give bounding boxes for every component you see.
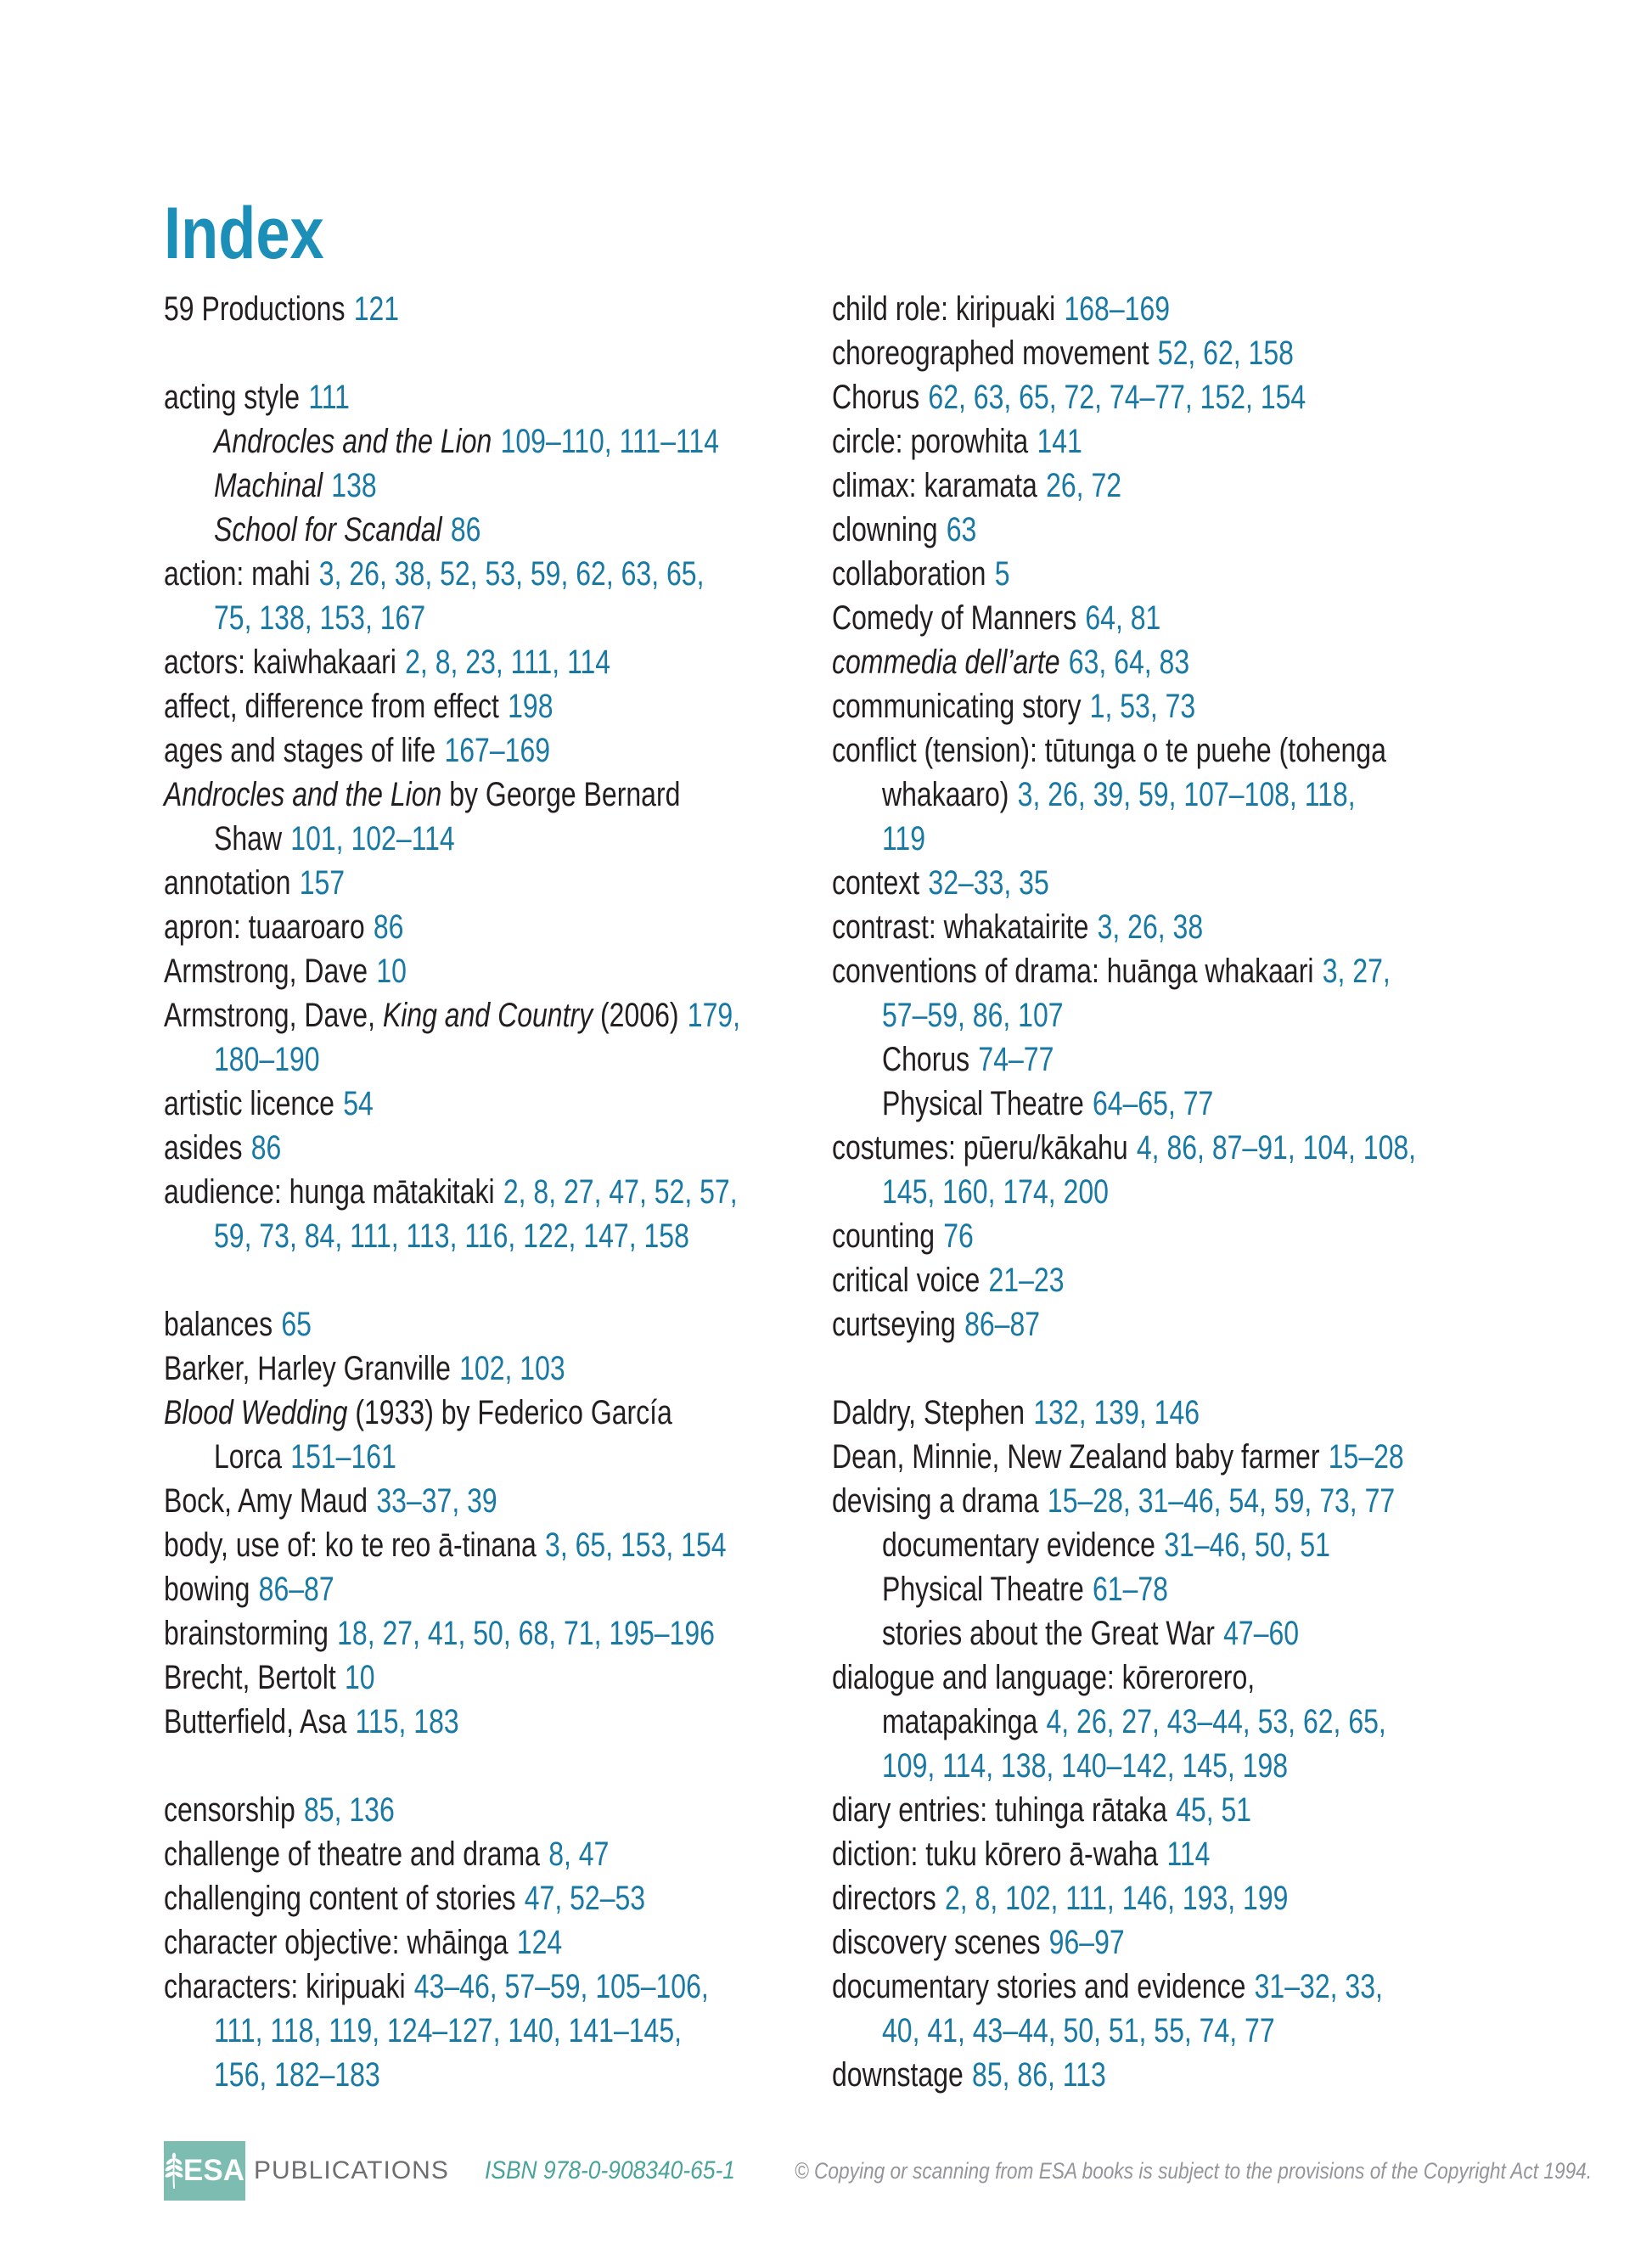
index-entry-line [164,728,832,773]
page-numbers: 61–78 [1092,1571,1168,1608]
index-term: characters: kiripuaki [164,1968,406,2005]
index-entry [832,1611,1607,1656]
index-term: actors: kaiwhakaari [164,644,396,681]
index-entry [164,1346,832,1391]
index-term: collaboration [832,555,986,593]
index-entry-line [832,331,1607,375]
index-entry [832,905,1607,949]
index-term: action: mahi [164,555,311,593]
index-term: Daldry, Stephen [832,1394,1025,1431]
index-entry-line [164,1876,832,1920]
page-numbers: 4, 86, 87–91, 104, 108, [1136,1129,1417,1167]
page-numbers: 3, 26, 39, 59, 107–108, 118, [1017,776,1356,813]
index-entry-line [164,508,832,552]
index-entry-line [164,1346,832,1391]
index-entry-line [832,1082,1607,1126]
index-entry-line [832,1965,1607,2009]
page-numbers: 4, 26, 27, 43–44, 53, 62, 65, [1046,1703,1386,1740]
index-entry [164,1611,832,1656]
index-entry [832,1876,1607,1920]
page-numbers: 18, 27, 41, 50, 68, 71, 195–196 [337,1615,715,1652]
index-entry-line [164,1920,832,1965]
index-term: annotation [164,864,291,902]
page-numbers: 3, 65, 153, 154 [545,1526,727,1564]
index-term: Brecht, Bertolt [164,1659,336,1696]
index-entry [832,596,1607,640]
index-term: clowning [832,511,938,548]
index-entry-line [832,1788,1607,1832]
index-entry-line [832,1214,1607,1258]
index-term: Armstrong, Dave [164,953,368,990]
index-term: character objective: whāinga [164,1924,509,1961]
page-numbers: 15–28 [1328,1438,1404,1476]
index-entry [832,1567,1607,1611]
index-term: stories about the Great War [882,1615,1215,1652]
index-term: ages and stages of life [164,732,436,769]
index-term: artistic licence [164,1085,334,1122]
index-column-left [164,287,832,2097]
index-entry [832,552,1607,596]
index-term: Bock, Amy Maud [164,1482,368,1520]
page-numbers: 31–46, 50, 51 [1164,1526,1330,1564]
index-entry-line [164,640,832,684]
index-term: whakaaro) [882,776,1009,813]
index-entry-line [832,1567,1607,1611]
page-numbers: 151–161 [290,1438,396,1476]
index-entry [832,1258,1607,1302]
index-entry-line [832,1479,1607,1523]
index-term: by George Bernard [441,776,681,813]
page-numbers: 10 [376,953,407,990]
index-term: child role: kiripuaki [832,290,1056,328]
page-numbers: 3, 26, 38, 52, 53, 59, 62, 63, 65, [318,555,705,593]
index-column-right [832,287,1607,2097]
publisher-name: PUBLICATIONS [254,2156,449,2184]
page-numbers: 62, 63, 65, 72, 74–77, 152, 154 [928,379,1306,416]
index-entry-line [832,1920,1607,1965]
index-entry-line [832,1037,1607,1082]
index-term: diction: tuku kōrero ā-waha [832,1836,1159,1873]
page-numbers: 119 [882,820,926,857]
page-numbers: 10 [344,1659,375,1696]
index-entry-line [832,2053,1607,2097]
page-numbers: 85, 86, 113 [972,2056,1106,2094]
page-numbers: 40, 41, 43–44, 50, 51, 55, 74, 77 [882,2012,1275,2049]
index-entry [164,773,832,861]
page-numbers: 180–190 [214,1041,320,1078]
index-entry-line [832,464,1607,508]
page-numbers: 43–46, 57–59, 105–106, [413,1968,709,2005]
index-entry-line [164,2053,832,2097]
index-term: Androcles and the Lion [214,423,492,460]
page-numbers: 3, 27, [1322,953,1391,990]
page-numbers: 26, 72 [1046,467,1122,504]
copyright-notice: © Copying or scanning from ESA books is subject to the provisions of the Copyright Act 1994. [795,2157,1593,2184]
index-entry-line [164,419,832,464]
index-entry-line [164,817,832,861]
index-term: Shaw [214,820,283,857]
index-entry-line [832,728,1607,773]
index-term: Androcles and the Lion [164,776,442,813]
page-numbers: 63 [946,511,977,548]
index-term: dialogue and language: kōrerorero, [832,1659,1256,1696]
index-term: King and Country [382,997,593,1034]
index-entry [164,1126,832,1170]
index-entry [164,552,832,640]
index-entry [832,331,1607,375]
index-term: context [832,864,920,902]
index-term: Armstrong, Dave, [164,997,383,1034]
index-term: Chorus [832,379,920,416]
isbn-text: ISBN 978-0-908340-65-1 [484,2156,735,2184]
index-entry [832,1126,1607,1214]
index-entry-line [832,993,1607,1037]
index-entry [832,1832,1607,1876]
index-term: Comedy of Manners [832,599,1077,637]
index-term: (1933) by Federico García [347,1394,672,1431]
page-numbers: 179, [687,997,741,1034]
index-entry [164,1832,832,1876]
page-footer [164,2141,1601,2201]
index-entry-line [832,375,1607,419]
index-entry-line [164,1391,832,1435]
index-term: conventions of drama: huānga whakaari [832,953,1314,990]
index-entry [164,1170,832,1258]
index-entry [164,1788,832,1832]
index-term: acting style [164,379,301,416]
index-entry-line [164,1479,832,1523]
page-numbers: 168–169 [1064,290,1171,328]
index-term: conflict (tension): tūtunga o te puehe (tohenga [832,732,1386,769]
index-entry [832,508,1607,552]
page-numbers: 109, 114, 138, 140–142, 145, 198 [882,1747,1289,1785]
index-entry [832,375,1607,419]
index-entry [164,287,832,331]
page-numbers: 86 [450,511,481,548]
index-entry-line [832,949,1607,993]
index-entry [164,1479,832,1523]
index-entry [164,464,832,508]
page-numbers: 52, 62, 158 [1157,335,1294,372]
index-term: critical voice [832,1262,981,1299]
index-term: asides [164,1129,243,1167]
index-entry-line [164,1214,832,1258]
page-numbers: 21–23 [988,1262,1065,1299]
page-numbers: 111, 118, 119, 124–127, 140, 141–145, [214,2012,683,2049]
index-term: downstage [832,2056,964,2094]
index-entry-line [164,684,832,728]
index-entry [164,728,832,773]
index-term: Lorca [214,1438,283,1476]
index-entry-line [832,1391,1607,1435]
index-entry-line [832,684,1607,728]
index-term: communicating story [832,688,1082,725]
index-term: brainstorming [164,1615,329,1652]
index-entry-line [164,1611,832,1656]
index-entry-line [164,552,832,596]
index-entry [832,287,1607,331]
index-entry-line [164,773,832,817]
index-entry [832,949,1607,1037]
index-entry [164,861,832,905]
index-entry-line [832,2009,1607,2053]
index-entry [832,1391,1607,1435]
index-entry [832,728,1607,861]
page-numbers: 74–77 [978,1041,1054,1078]
index-entry-line [832,817,1607,861]
index-entry-line [164,1523,832,1567]
page-numbers: 86 [250,1129,282,1167]
index-entry-line [164,1435,832,1479]
fern-icon [165,2149,183,2193]
page-numbers: 47, 52–53 [524,1880,646,1917]
index-term: challenging content of stories [164,1880,516,1917]
index-entry-line [832,1126,1607,1170]
page-numbers: 3, 26, 38 [1097,908,1204,946]
index-entry [832,1788,1607,1832]
index-entry-line [832,1611,1607,1656]
index-entry [164,1920,832,1965]
index-entry-line [164,1832,832,1876]
index-term: Barker, Harley Granville [164,1350,451,1387]
index-entry-line [164,287,832,331]
index-entry [164,684,832,728]
page-numbers: 5 [994,555,1010,593]
index-entry [164,419,832,464]
index-term: Physical Theatre [882,1085,1084,1122]
index-term: Chorus [882,1041,970,1078]
index-entry [164,1523,832,1567]
index-term: School for Scandal [214,511,442,548]
page-numbers: 132, 139, 146 [1033,1394,1200,1431]
index-term: 59 Productions [164,290,346,328]
index-term: affect, difference from effect [164,688,499,725]
page-numbers: 86 [373,908,404,946]
page-numbers: 198 [508,688,553,725]
page-numbers: 57–59, 86, 107 [882,997,1064,1034]
index-term: Machinal [214,467,323,504]
index-entry-line [164,2009,832,2053]
index-entry-line [164,1700,832,1744]
index-entry-line [164,1302,832,1346]
index-entry [164,508,832,552]
index-entry-line [832,419,1607,464]
index-entry [164,375,832,419]
page-numbers: 64–65, 77 [1092,1085,1214,1122]
index-entry [164,1700,832,1744]
index-entry-line [164,375,832,419]
page-numbers: 75, 138, 153, 167 [214,599,426,637]
index-entry [164,1876,832,1920]
index-entry-line [164,1170,832,1214]
page-numbers: 15–28, 31–46, 54, 59, 73, 77 [1047,1482,1396,1520]
page-numbers: 54 [343,1085,374,1122]
index-entry [164,1082,832,1126]
index-term: Butterfield, Asa [164,1703,347,1740]
index-entry [832,1656,1607,1788]
page-numbers: 121 [353,290,400,328]
index-term: bowing [164,1571,250,1608]
index-term: Blood Wedding [164,1394,348,1431]
index-entry [832,861,1607,905]
index-term: body, use of: ko te reo ā-tinana [164,1526,537,1564]
index-entry-line [832,287,1607,331]
index-term: counting [832,1217,935,1255]
page-numbers: 109–110, 111–114 [500,423,720,460]
page-numbers: 2, 8, 23, 111, 114 [405,644,611,681]
index-entry [164,905,832,949]
index-entry-line [832,905,1607,949]
index-entry [832,684,1607,728]
index-entry [832,1037,1607,1082]
index-entry [832,419,1607,464]
index-entry-line [164,596,832,640]
index-entry-line [832,1170,1607,1214]
index-entry-line [164,1656,832,1700]
index-entry [164,1302,832,1346]
page-numbers: 111 [308,379,350,416]
index-entry [164,1965,832,2097]
index-entry [164,993,832,1082]
page-numbers: 64, 81 [1085,599,1161,637]
index-entry-line [832,1700,1607,1744]
page-numbers: 124 [516,1924,563,1961]
index-term: costumes: pūeru/kākahu [832,1129,1128,1167]
index-entry-line [164,861,832,905]
index-term: commedia dell’arte [832,644,1060,681]
page-numbers: 8, 47 [548,1836,610,1873]
index-entry-line [832,1876,1607,1920]
page-numbers: 138 [331,467,377,504]
page-numbers: 157 [299,864,346,902]
index-entry-line [164,905,832,949]
index-entry-line [164,949,832,993]
index-entry [832,1214,1607,1258]
index-entry [832,464,1607,508]
index-entry-line [832,1656,1607,1700]
page-numbers: 167–169 [444,732,551,769]
index-term: balances [164,1306,273,1343]
page-numbers: 33–37, 39 [376,1482,497,1520]
index-term: curtseying [832,1306,956,1343]
page-numbers: 156, 182–183 [214,2056,380,2094]
page-numbers: 101, 102–114 [290,820,455,857]
index-entry-line [832,552,1607,596]
index-entry-line [164,1788,832,1832]
index-entry-line [832,773,1607,817]
page-numbers: 32–33, 35 [928,864,1049,902]
page-numbers: 45, 51 [1176,1791,1252,1829]
index-entry-line [832,1832,1607,1876]
index-entry [164,640,832,684]
index-entry [164,1391,832,1479]
index-entry-line [832,1435,1607,1479]
page-numbers: 63, 64, 83 [1068,644,1190,681]
esa-logo-text: ESA [183,2154,244,2187]
index-entry [832,1082,1607,1126]
index-term: diary entries: tuhinga rātaka [832,1791,1167,1829]
index-term: directors [832,1880,936,1917]
index-entry [832,1479,1607,1523]
index-term: circle: porowhita [832,423,1029,460]
index-term: discovery scenes [832,1924,1041,1961]
index-term: documentary evidence [882,1526,1155,1564]
page-numbers: 65 [281,1306,312,1343]
index-term: audience: hunga mātakitaki [164,1173,495,1211]
page-numbers: 115, 183 [355,1703,459,1740]
index-term: documentary stories and evidence [832,1968,1246,2005]
index-term: matapakinga [882,1703,1038,1740]
index-entry-line [164,1037,832,1082]
index-entry [164,1567,832,1611]
index-entry-line [164,993,832,1037]
index-term: devising a drama [832,1482,1039,1520]
page-numbers: 85, 136 [303,1791,395,1829]
index-entry-line [164,464,832,508]
index-entry-line [832,1258,1607,1302]
page-numbers: 2, 8, 27, 47, 52, 57, [503,1173,738,1211]
index-entry-line [164,1126,832,1170]
index-entry [832,640,1607,684]
page-numbers: 76 [943,1217,974,1255]
index-term: Physical Theatre [882,1571,1084,1608]
page-numbers: 145, 160, 174, 200 [882,1173,1109,1211]
index-entry-line [164,1567,832,1611]
index-term: Dean, Minnie, New Zealand baby farmer [832,1438,1320,1476]
page-numbers: 59, 73, 84, 111, 113, 116, 122, 147, 158 [214,1217,689,1255]
page-title: Index [164,193,324,274]
index-entry-line [832,861,1607,905]
page-numbers: 102, 103 [459,1350,565,1387]
index-columns [164,287,1607,2097]
index-term: climax: karamata [832,467,1037,504]
page-numbers: 114 [1166,1836,1211,1873]
index-entry [832,1965,1607,2053]
page-numbers: 141 [1037,423,1082,460]
index-entry [164,949,832,993]
esa-logo [164,2141,245,2201]
index-entry [832,2053,1607,2097]
index-entry-line [832,596,1607,640]
index-term: choreographed movement [832,335,1149,372]
index-term: apron: tuaaroaro [164,908,365,946]
index-term: contrast: whakatairite [832,908,1089,946]
index-term: (2006) [593,997,679,1034]
page-numbers: 86–87 [258,1571,334,1608]
index-entry [832,1435,1607,1479]
index-entry-line [164,1965,832,2009]
index-entry-line [832,508,1607,552]
index-entry-line [832,1744,1607,1788]
index-term: censorship [164,1791,295,1829]
index-entry-line [164,1082,832,1126]
index-entry [164,1656,832,1700]
index-entry-line [832,1302,1607,1346]
page-numbers: 47–60 [1223,1615,1300,1652]
index-entry [832,1302,1607,1346]
index-entry [832,1523,1607,1567]
page-numbers: 2, 8, 102, 111, 146, 193, 199 [944,1880,1289,1917]
index-term: challenge of theatre and drama [164,1836,540,1873]
page-numbers: 31–32, 33, [1254,1968,1383,2005]
page-numbers: 86–87 [964,1306,1041,1343]
page-numbers: 96–97 [1048,1924,1125,1961]
index-entry-line [832,640,1607,684]
page-numbers: 1, 53, 73 [1089,688,1196,725]
index-entry [832,1920,1607,1965]
index-entry-line [832,1523,1607,1567]
